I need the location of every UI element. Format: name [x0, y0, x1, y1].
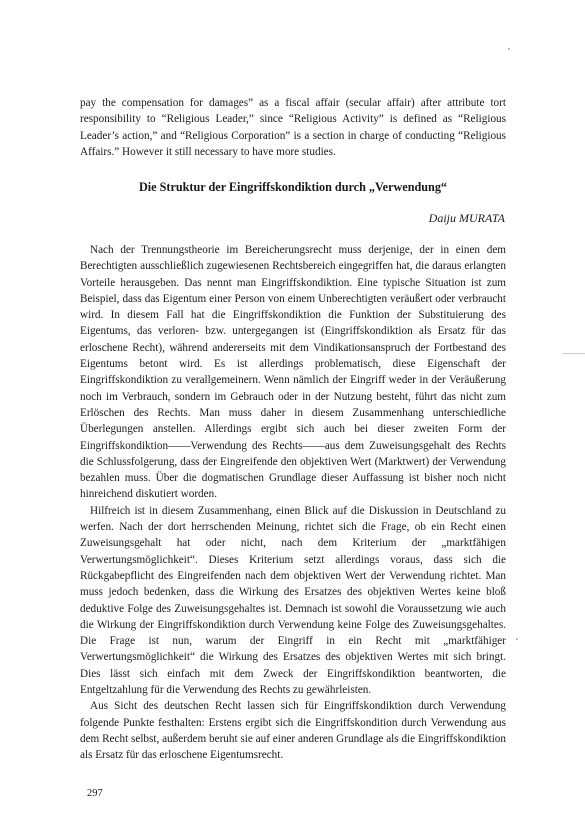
body-paragraph-2: Hilfreich ist in diesem Zusammenhang, einen Blick auf die Diskussion in Deutschland zu werfen. Nach der dort herrschenden Meinung, richtet sich die Frage, ob ein Recht einen Zuweisungsgehalt hat oder nicht, nach dem Kriterium der „marktfähigen Verwertungsmöglichkeit“. Dieses Kriterium setzt allerdings voraus, dass sich die Rückgabepflicht des Eingreifenden nach dem objektiven Wert der Verwendung richtet. Man muss jedoch bedenken, dass die Wirkung des Ersatzes des objektiven Wertes keine bloß deduktive Folge des Zuweisungsgehaltes ist. Demnach ist sowohl die Voraussetzung wie auch die Wirkung der Eingriffskondiktion durch Verwendung keine Folge des Zuweisungsgehaltes. Die Frage ist nun, warum der Eingriff in ein Recht mit „marktfähiger Verwertungsmöglichkeit“ die Wirkung des Ersatzes des objektiven Wertes mit sich bringt. Dies lässt sich einfach mit dem Zweck der Eingriffskondiktion beantworten, die Entgeltzahlung für die Verwendung des Rechts zu gewährleisten. — [80, 504, 506, 697]
margin-mark — [562, 353, 585, 354]
body-paragraph-3: Aus Sicht des deutschen Recht lassen sich für Eingriffskondiktion durch Verwendung folgende Punkte festhalten: Erstens ergibt sich die Eingriffskondition durch Verwendung aus dem Recht selbst, außerdem beruht sie auf einer anderen Grundlage als die Eingriffskondiktion als Ersatz für das erloschene Eigentumsrecht. — [80, 700, 506, 762]
page-number: 297 — [87, 788, 103, 799]
author-name: Daiju MURATA — [428, 211, 505, 225]
body-paragraph-1: Nach der Trennungstheorie im Bereicherungsrecht muss derjenige, der in einen dem Berechtigten ausschließlich zugewiesenen Rechtsbereich eingegriffen hat, die daraus erlangten Vorteile herausgeben. Das nennt man Eingriffskondiktion. Eine typische Situation ist zum Beispiel, dass das Eigentum einer Person von einem Unberechtigten veräußert oder verbraucht wird. In diesem Fall hat die Eingriffskondiktion die Funktion der Substituierung des Eigentums, das verloren- bzw. untergegangen ist (Eingriffskondiktion als Ersatz für das erloschene Recht), während andererseits mit dem Vindikationsanspruch der Fortbestand des Eigentums betont wird. Es ist allerdings problematisch, diese Eigenschaft der Eingriffskondiktion zu verallgemeinern. Wenn nämlich der Eingriff weder in der Veräußerung noch im Verbrauch, sondern im Gebrauch oder in der Nutzung besteht, führt das nicht zum Erlöschen des Rechts. Man muss daher in diesem Zusammenhang unterschiedliche Überlegungen anstellen. Allerdings ergibt sich auch bei dieser zweiten Form der Eingriffskondiktion——Verwendung des Rechts——aus dem Zuweisungsgehalt des Rechts die Schlussfolgerung, dass der Eingreifende den objektiven Wert (Marktwert) der Verwendung bezahlen muss. Über die dogmatischen Grundlage dieser Auffassung ist bisher noch nicht hinreichend diskutiert worden. — [80, 244, 506, 501]
abstract-body — [80, 242, 506, 764]
continuation-paragraph: pay the compensation for damages” as a fiscal affair (secular affair) after attribute tort responsibility to “Religious Leader,” since “Religious Activity” is defined as “Religious Leader’s action,” and “Religious Corporation” is a section in charge of conducting “Religious Affairs.” However it still necessary to have more studies. — [80, 97, 506, 158]
article-title: Die Struktur der Eingriffskondiktion durch „Verwendung“ — [138, 180, 448, 194]
previous-abstract-continuation — [80, 95, 506, 160]
scan-speck — [508, 48, 510, 50]
scan-speck — [516, 638, 518, 640]
